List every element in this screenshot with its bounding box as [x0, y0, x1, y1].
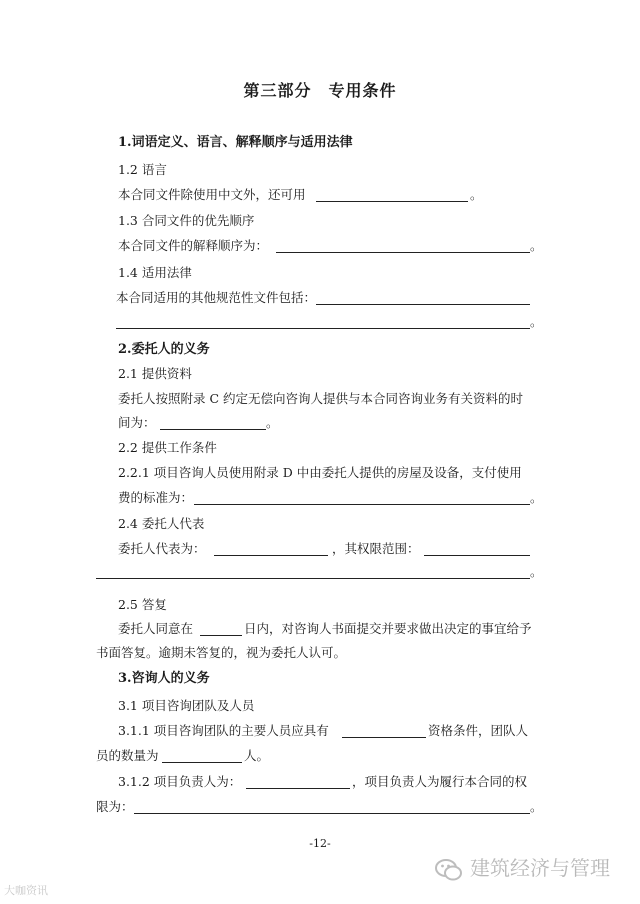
watermark-brand: 建筑经济与管理: [470, 856, 610, 880]
blank-line: [194, 504, 530, 505]
line-3-1-2a-1: 3.1.2 项目负责人为：: [118, 774, 242, 789]
item-3-1: 3.1 项目咨询团队及人员: [118, 698, 255, 713]
blank-line: [316, 304, 530, 305]
blank-line: [116, 328, 530, 329]
blank-line: [276, 252, 530, 253]
watermark: [434, 852, 634, 892]
item-2-4: 2.4 委托人代表: [118, 516, 205, 531]
line-2-4a: 委托人代表为：: [118, 541, 206, 556]
item-1-2: 1.2 语言: [118, 162, 167, 177]
blank-line: [424, 555, 530, 556]
line-1-2: 本合同文件除使用中文外，还可用: [118, 187, 306, 202]
period: 。: [530, 490, 543, 505]
section-3-heading: 3.咨询人的义务: [118, 671, 210, 686]
period: 。: [470, 187, 483, 202]
line-3-1-1a-1: 3.1.1 项目咨询团队的主要人员应具有: [118, 723, 329, 738]
blank-line: [246, 788, 350, 789]
blank-line: [342, 737, 426, 738]
line-3-1-1a-2: 资格条件，团队人: [428, 723, 529, 738]
blank-line: [316, 201, 468, 202]
line-3-1-1b-1: 员的数量为: [96, 748, 159, 763]
item-1-3: 1.3 合同文件的优先顺序: [118, 213, 255, 228]
line-2-1a: 委托人按照附录 C 约定无偿向咨询人提供与本合同咨询业务有关资料的时: [118, 391, 524, 406]
blank-line: [160, 429, 266, 430]
wechat-icon: [434, 855, 464, 885]
section-1-heading: 1.词语定义、语言、解释顺序与适用法律: [118, 135, 353, 150]
line-1-3: 本合同文件的解释顺序为：: [118, 238, 269, 253]
watermark-left: 大咖资讯: [4, 884, 48, 897]
blank-line: [214, 555, 328, 556]
blank-line: [200, 635, 242, 636]
blank-line: [162, 762, 242, 763]
line-2-2-1b: 费的标准为：: [118, 490, 194, 505]
period: 。: [266, 415, 279, 430]
line-2-2-1a: 2.2.1 项目咨询人员使用附录 D 中由委托人提供的房屋及设备，支付使用: [118, 465, 522, 480]
line-3-1-2b: 限为：: [96, 799, 134, 814]
period: 。: [530, 799, 543, 814]
item-2-2: 2.2 提供工作条件: [118, 440, 217, 455]
item-2-5: 2.5 答复: [118, 597, 167, 612]
line-1-4: 本合同适用的其他规范性文件包括：: [116, 290, 317, 305]
blank-line: [134, 813, 530, 814]
page-number: -12-: [309, 837, 331, 850]
line-2-5a-2: 日内，对咨询人书面提交并要求做出决定的事宜给予: [244, 621, 532, 636]
item-2-1: 2.1 提供资料: [118, 366, 192, 381]
item-1-4: 1.4 适用法律: [118, 265, 192, 280]
line-3-1-2a-2: ，项目负责人为履行本合同的权: [352, 774, 528, 789]
blank-line: [96, 578, 530, 579]
line-2-4b: ，其权限范围：: [332, 541, 420, 556]
period: 。: [530, 238, 543, 253]
page-title: 第三部分 专用条件: [243, 81, 397, 100]
line-2-5a-1: 委托人同意在: [118, 621, 194, 636]
period: 。: [530, 314, 543, 329]
line-3-1-1b-2: 人。: [244, 748, 270, 763]
line-2-5b: 书面答复。逾期未答复的，视为委托人认可。: [96, 645, 347, 660]
line-2-1b: 间为：: [118, 415, 156, 430]
period: 。: [530, 564, 543, 579]
section-2-heading: 2.委托人的义务: [118, 342, 210, 357]
